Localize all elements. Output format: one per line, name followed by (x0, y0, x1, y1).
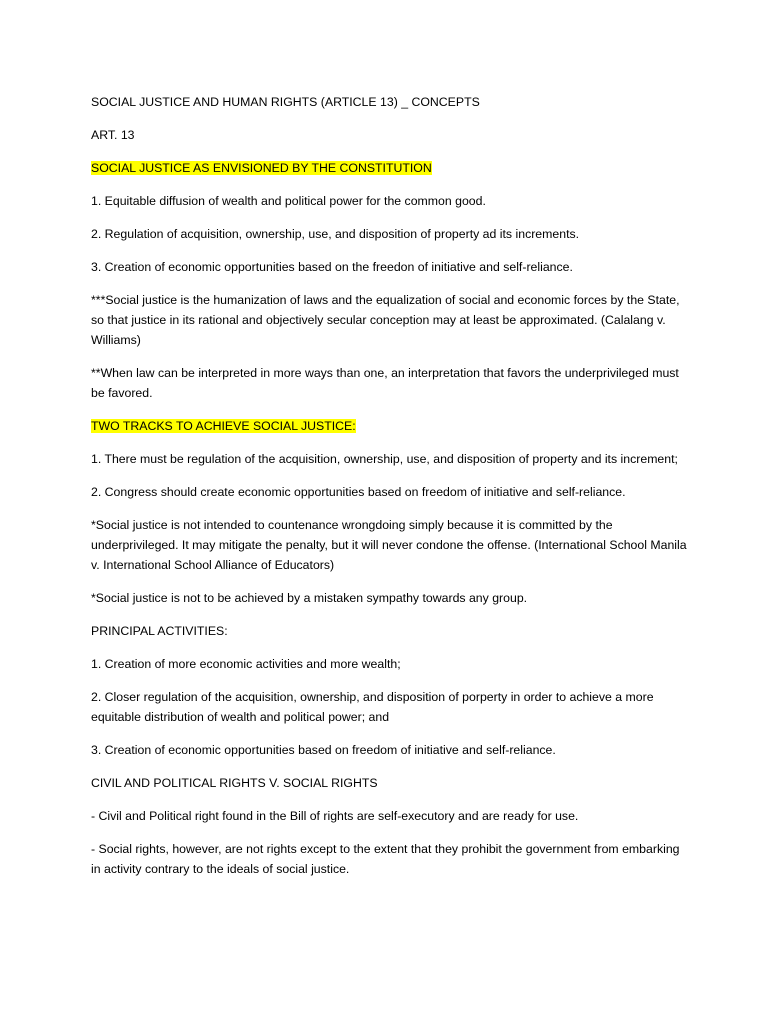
paragraph: ***Social justice is the humanization of laws and the equalization of social and economic forces by the State, so that justice in its rational and objectively secular conception may at least be approximated. (Calalang v. Williams) (91, 293, 680, 347)
document-page (91, 92, 691, 892)
paragraph: 2. Closer regulation of the acquisition, ownership, and disposition of porperty in order to achieve a more equitable distribution of wealth and political power; and (91, 690, 654, 724)
paragraph: 2. Regulation of acquisition, ownership, use, and disposition of property ad its increments. (91, 227, 580, 241)
paragraph: *Social justice is not to be achieved by a mistaken sympathy towards any group. (91, 591, 528, 605)
paragraph: 1. Creation of more economic activities and more wealth; (91, 657, 401, 671)
paragraph: PRINCIPAL ACTIVITIES: (91, 624, 228, 638)
paragraph: 1. There must be regulation of the acquisition, ownership, use, and disposition of property and its increment; (91, 452, 678, 466)
paragraph: *Social justice is not intended to countenance wrongdoing simply because it is committed by the underprivileged. It may mitigate the penalty, but it will never condone the offense. (International School Manila v. International School Alliance of Educators) (91, 518, 687, 572)
paragraph: 3. Creation of economic opportunities based on freedom of initiative and self-reliance. (91, 743, 556, 757)
highlight-text: TWO TRACKS TO ACHIEVE SOCIAL JUSTICE: (91, 419, 356, 433)
paragraph: 1. Equitable diffusion of wealth and political power for the common good. (91, 194, 486, 208)
highlighted-heading (91, 158, 691, 178)
document-body (91, 158, 691, 879)
highlighted-heading (91, 416, 691, 436)
highlight-text: SOCIAL JUSTICE AS ENVISIONED BY THE CONSTITUTION (91, 161, 432, 175)
paragraph: 2. Congress should create economic opportunities based on freedom of initiative and self-reliance. (91, 485, 626, 499)
paragraph: - Civil and Political right found in the Bill of rights are self-executory and are ready for use. (91, 809, 579, 823)
paragraph: CIVIL AND POLITICAL RIGHTS V. SOCIAL RIGHTS (91, 776, 378, 790)
article-heading: ART. 13 (91, 128, 135, 142)
paragraph: **When law can be interpreted in more ways than one, an interpretation that favors the underprivileged must be favored. (91, 366, 679, 400)
document-title: SOCIAL JUSTICE AND HUMAN RIGHTS (ARTICLE 13) _ CONCEPTS (91, 95, 480, 109)
paragraph: - Social rights, however, are not rights except to the extent that they prohibit the government from embarking in activity contrary to the ideals of social justice. (91, 842, 680, 876)
paragraph: 3. Creation of economic opportunities based on the freedon of initiative and self-reliance. (91, 260, 573, 274)
